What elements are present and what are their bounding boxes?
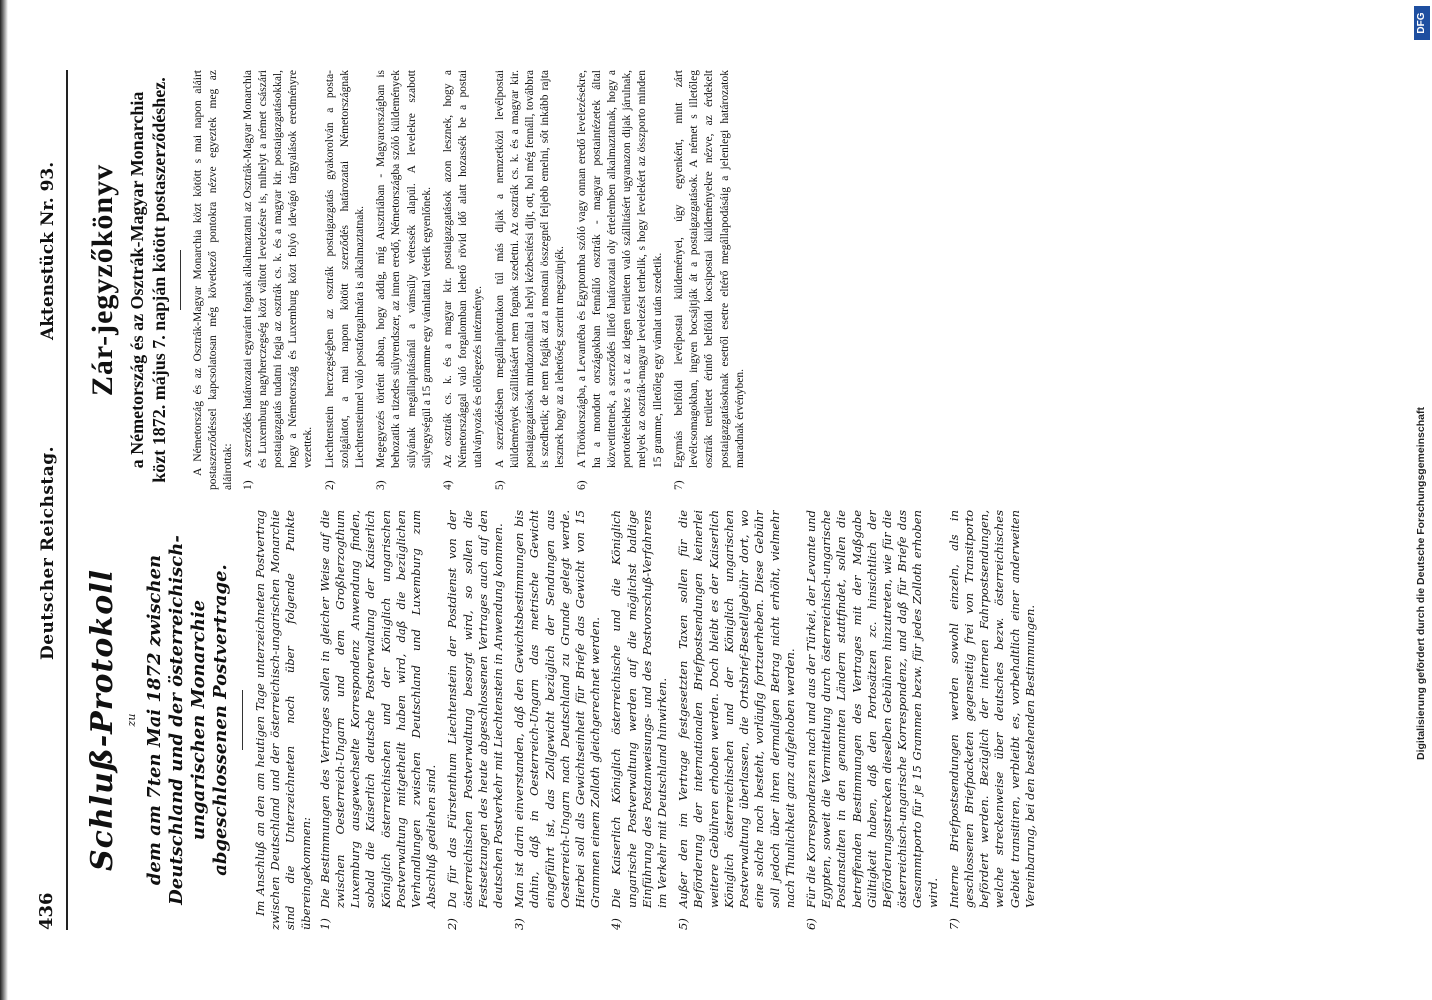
item-text: Für die Korrespondenzen nach und aus der Türkei, der Levante und Egypten, soweit die Vermittelung durch österreichisch-ungarische Postanstalten in den genannten Ländern stattfindet, sollen die betreffenden Bestimmungen des Vertrages mit der Maßgabe Gültigkeit haben, daß den Portosätzen zc. hinsichtlich der Beförderungsstrecken dieselben Gebühren hinzutreten, wie für die österreichisch-ungarische Korrespondenz, und daß für Briefe das Gesammtporto für je 15 Grammen bezw. für jedes Zolloth erhoben wird. — [803, 510, 940, 908]
german-intro: Im Anschluß an den am heutigen Tage unterzeichneten Postvertrag zwischen Deutschland und der österreichisch-ungarischen Monarchie sind die Unterzeichneten noch über folgende Punkte übereingekommen: — [253, 510, 313, 930]
item-text: A szerződés határozatai egyaránt fognak alkalmaztatni az Osztrák-Magyar Monarchia és Luxemburg nagyherczegség közt váltott levelezésre is, mihelyt a német császári postaigazgatás tudatni fogja az osztrák cs. k. és a magyar kir. postaigazgatásokkal, hogy a Németország és Luxemburg közt folyó idevágó tárgyalások eredményre vezettek. — [241, 70, 315, 468]
dfg-logo: DFG — [1414, 6, 1430, 40]
item-number: 5) — [493, 480, 506, 490]
item-number: 1) — [241, 480, 254, 490]
german-subtitle: dem am 7ten Mai 1872 zwischen Deutschland und der österreichisch-ungarischen Monarchie abgeschlossenen Postvertrage. — [144, 535, 231, 905]
item-number: 3) — [375, 480, 388, 490]
hungarian-item — [374, 70, 435, 490]
item-text: Die Kaiserlich Königlich österreichische und die Königlich ungarische Postverwaltung werden auf die möglichst baldige Einführung des Postanweisungs- und des Postvorschuß-Verfahrens im Verkehr mit Deutschland hinwirken. — [609, 510, 670, 908]
hungarian-column — [76, 70, 1406, 490]
hungarian-item — [575, 70, 666, 490]
header-document-number: Aktenstück Nr. 93. — [38, 161, 58, 340]
item-number: 2) — [445, 918, 460, 930]
item-text: Da für das Fürstenthum Liechtenstein der Postdienst von der österreichischen Postverwaltung besorgt wird, so sollen die Festsetzungen des heute abgeschlossenen Vertrages auch auf den deutschen Postverkehr mit Liechtenstein in Anwendung kommen. — [445, 510, 506, 908]
german-item — [947, 510, 1038, 930]
item-number: 4) — [442, 480, 455, 490]
german-column — [76, 510, 1406, 930]
item-number: 7) — [946, 918, 961, 930]
digitization-credit: Digitalisierung gefördert durch die Deutsche Forschungsgemeinschaft — [1415, 407, 1427, 760]
hungarian-intro: A Németország és az Osztrák-Magyar Monarchia közt kötött s mai napon aláirt postaszerződéssel kapcsolatosan még következő pontokra nézve egyeztek meg az aláirottak: — [192, 70, 235, 490]
hungarian-item — [441, 70, 487, 490]
item-number: 1) — [317, 918, 332, 930]
hungarian-item — [493, 70, 569, 490]
hungarian-item — [672, 70, 748, 490]
header-publication: Deutscher Reichstag. — [38, 445, 58, 660]
item-text: Interne Briefpostsendungen werden sowohl einzeln, als in geschlossenen Briefpacketen gegenseitig frei von Transitporto befördert werden. Bezüglich der internen Fahrpostsendungen, welche streckenweise über deutsches bezw. österreichisches Gebiet transitiren, verbleibt es, vorbehaltlich einer anderweiten Vereinbarung, bei den bestehenden Bestimmungen. — [946, 510, 1037, 908]
item-text: Die Bestimmungen des Vertrages sollen in gleicher Weise auf die zwischen Oesterreich-Ungarn und dem Großherzogthum Luxemburg ausgewechselte Korrespondenz Anwendung finden, sobald die Kaiserlich deutsche Postverwaltung der Kaiserlich Königlich österreichischen und der Königlich ungarischen Postverwaltung mitgetheilt haben wird, daß die bezüglichen Verhandlungen zwischen Deutschland und Luxemburg zum Abschluß gediehen sind. — [317, 510, 439, 908]
item-text: Liechtenstein herczegségben az osztrák postaigazgatás gyakorolván a posta-szolgálatot, a mai napon kötött szerződés határozatai Németországnak Liechtensteinnel való postaforgalmára is alkalmaztatnak. — [323, 70, 367, 468]
item-number: 3) — [512, 918, 527, 930]
item-text: Az osztrák cs. k. és a magyar kir. postaigazgatások azon lesznek, hogy a Németországgal való forgalomban lehető rövid idő alatt hozassék be a postai utalványozás és előlegezés intézménye. — [442, 70, 485, 468]
item-text: A Törökországba, a Levantéba és Egyptomba szóló vagy onnan eredő levelezésekre, ha a mondott országokban fennálló osztrák - magyar postaintézetek által közvetittetnek, a szerződés illető határozatai oly értelemben alkalmaztatnak, hogy a portotételekhez s a t. az idegen területen való szállitásért ugyanazon dijak járulnak, melyek az osztrák-magyar levelezést terhelik, s hogy levelekért az összporto minden 15 gramme, illetőleg egy vámlat után szedetik. — [575, 70, 664, 468]
german-item — [609, 510, 670, 930]
item-text: Megegyezés történt abban, hogy addig, míg Ausztriában - Magyarországban is behozatik a tizedes súlyrendszer, az innen eredő, Németországba szóló küldemények súlyának megállapításánál a vámsúly vétessék alapúl. A levelekre szabott súlyegységül a 15 gramme egy vámlattal vétetik egyenlőnek. — [375, 70, 433, 468]
page-number: 436 — [36, 892, 57, 930]
item-text: Außer den im Vertrage festgesetzten Taxen sollen für die Beförderung der internationalen Briefpostsendungen keinerlei weitere Gebühren erhoben werden. Doch bleibt es der Kaiserlich Königlich österreichischen und der Königlich ungarischen Postverwaltung überlassen, die Ortsbrief-Bestellgebühr dort, wo eine solche noch besteht, vorläufig fortzuerheben. Diese Gebühr soll jedoch über ihren dermaligen Betrag nicht erhöht, vielmehr nach Thunlichkeit ganz aufgehoben werden. — [676, 510, 797, 908]
german-item — [804, 510, 941, 930]
hungarian-item — [323, 70, 369, 490]
german-item — [676, 510, 798, 930]
item-number: 6) — [575, 480, 588, 490]
german-zu: zu — [125, 713, 138, 727]
item-text: Man ist darin einverstanden, daß den Gewichtsbestimmungen bis dahin, daß in Oesterreich-Ungarn das metrische Gewicht eingeführt ist, das Zollgewicht bezüglich der Sendungen aus Oesterreich-Ungarn nach Deutschland zu Grunde gelegt werde. Hierbei soll als Gewichtseinheit für Briefe das Gewicht von 15 Grammen einem Zolloth gleichgerechnet werden. — [512, 510, 603, 908]
page-header — [18, 70, 58, 930]
german-title: Schluß-Protokoll — [85, 568, 120, 872]
item-number: 2) — [323, 480, 336, 490]
hungarian-subtitle: a Németország és az Osztrák-Magyar Monarchia közt 1872. május 7. napján kötött postaszerződéshez. — [127, 77, 169, 483]
item-number: 6) — [803, 918, 818, 930]
item-text: Egymás belföldi levélpostai küldeményei, úgy egyenként, mint zárt levélcsomagokban, ingyen bocsájtják át a postaigazgatások. A német s illetőleg osztrák területet érintő belföldi kocsipostai küldeményekre nézve, az érdekelt postaigazgatásoknak esetről esetre eltérő megállapodásáig a jelenlegi határozatok maradnak érvényben. — [672, 70, 746, 468]
hungarian-items — [241, 70, 748, 490]
header-rule — [66, 70, 68, 930]
item-text: A szerződésben megállapítottakon túl más dijak a nemzetközi levélpostai küldemények szállitásáért nem fognak szedetni. Az osztrák cs. k. és a magyar kir. postaigazgatások mindazonáltal a helyi kézbesítési dijt, ott, hol még fennáll, továbbra is szedhetik; de nem fogják azt a mostani összegnél feljebb emelni, sőt inkább rajta lesznek hogy az a lehetőség szerint megszünjék. — [493, 70, 567, 468]
item-number: 7) — [672, 480, 685, 490]
hungarian-title: Zár-jegyzőkönyv — [86, 163, 119, 397]
german-items — [318, 510, 1038, 930]
digitization-credit-strip — [1413, 0, 1432, 1000]
german-item — [445, 510, 506, 930]
german-item — [512, 510, 603, 930]
item-number: 5) — [676, 918, 691, 930]
item-number: 4) — [609, 918, 624, 930]
hungarian-title-rule — [180, 250, 181, 310]
hungarian-item — [241, 70, 317, 490]
german-item — [318, 510, 440, 930]
scan-edge — [0, 0, 8, 1000]
german-title-rule — [242, 690, 243, 750]
